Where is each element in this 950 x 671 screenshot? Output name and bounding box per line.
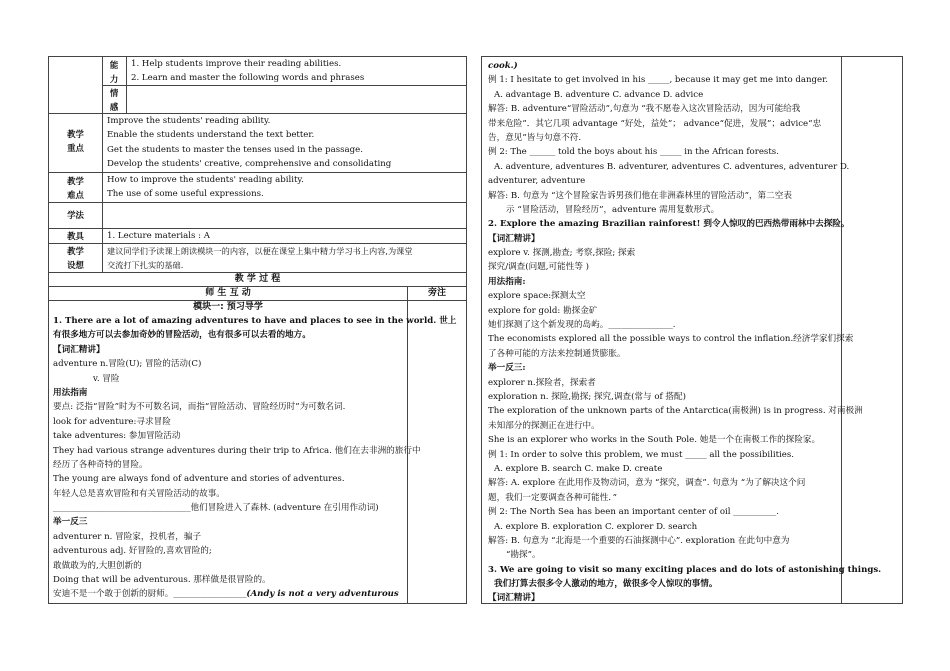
left-body-line: v. 冒险 <box>93 373 120 384</box>
right-body-line: 例 2: The North Sea has been an important center of oil __________. <box>488 507 779 518</box>
left-body-line: 敢做敢为的,大胆创新的 <box>53 560 142 571</box>
idea-row <box>49 244 466 273</box>
left-body-line: 要点: 泛指“冒险”时为不可数名词，而指“冒险活动、冒险经历时”为可数名词. <box>53 402 346 413</box>
ability-label-1: 能 <box>109 60 119 70</box>
left-body-line: take adventures: 参加冒险活动 <box>53 431 181 442</box>
right-body-line: A. advantage B. adventure C. advance D. advice <box>494 89 704 100</box>
method-label: 学法 <box>67 210 84 220</box>
right-body-line: 例 1: I hesitate to get involved in his _____, because it may get me into danger. <box>488 75 829 86</box>
right-body-line: exploration n. 探险,勘探; 探究,调查(常与 of 搭配) <box>488 391 686 402</box>
right-body-line: “勘探”。 <box>506 550 541 561</box>
objectives-row <box>49 57 466 114</box>
right-body-line: She is an explorer who works in the South Pole. 她是一个在南极工作的探险家。 <box>488 435 821 446</box>
right-body-line: A. adventure, adventures B. adventurer, adventures C. adventures, adventurer D. <box>494 161 850 172</box>
difficulty-1: How to improve the students' reading ability. <box>107 175 304 185</box>
left-lesson-table <box>48 56 467 604</box>
method-row <box>49 203 466 229</box>
right-body-line: A. explore B. exploration C. explorer D. search <box>494 521 698 532</box>
right-body-line: explore for gold: 勘探金矿 <box>488 305 598 316</box>
right-body-line: explore v. 探测,勘查; 考察,探险; 探索 <box>488 248 636 259</box>
right-body-line: explore space:探测太空 <box>488 291 586 302</box>
column-header-row <box>49 287 466 301</box>
side-notes-column-header: 旁注 <box>427 288 446 298</box>
key-points-row <box>49 114 466 173</box>
right-body-line: 【词汇精讲】 <box>488 593 540 604</box>
right-body-line: The economists explored all the possible ways to control the inflation.经济学家们探索 <box>488 334 854 345</box>
tools-label: 教具 <box>67 231 84 241</box>
right-body-line: 解答: B. 句意为 “北海是一个重要的石油探测中心”. exploration 在此句中意为 <box>488 535 790 546</box>
right-body-line: cook.) <box>488 61 518 71</box>
left-body-line: 用法指南 <box>53 387 88 398</box>
idea-line-1: 建议同学们予读课上朗读模块一的内容，以便在课堂上集中精力学习书上内容,为课堂 <box>107 246 413 256</box>
left-body-line: 有很多地方可以去参加奇妙的冒险活动，也有很多可以去看的地方。 <box>53 330 311 341</box>
tools-text: 1. Lecture materials : A <box>107 231 210 241</box>
right-body-line: A. explore B. search C. make D. create <box>494 463 663 474</box>
right-body-line: 了各种可能的方法来控制通货膨胀。 <box>488 348 626 359</box>
left-body-line: adventurous adj. 好冒险的,喜欢冒险的; <box>53 546 212 557</box>
left-body-line: ________________________________他们冒险进入了森林. (adventure 在引用作动词) <box>53 503 379 514</box>
right-body-line: The exploration of the unknown parts of the Antarctica(南极洲) is in progress. 对南极洲 <box>488 406 863 417</box>
key-point-1: Improve the students' reading ability. <box>107 116 271 126</box>
left-body-line: They had various strange adventures during their trip to Africa. 他们在去非洲的旅行中 <box>53 445 421 456</box>
key-point-3: Get the students to master the tenses used in the passage. <box>107 144 363 155</box>
left-body-line: 年轻人总是喜欢冒险和有关冒险活动的故事。 <box>53 488 225 499</box>
right-body-line: 【词汇精讲】 <box>488 233 540 244</box>
right-body-line: 2. Explore the amazing Brazilian rainforest! 到令人惊叹的巴西热带雨林中去探险。 <box>488 219 850 230</box>
ability-line-2: 2. Learn and master the following words and phrases <box>131 73 365 84</box>
left-body-line: adventure n.冒险(U); 冒险的活动(C) <box>53 359 202 370</box>
key-points-label-1: 教学 <box>67 129 84 139</box>
idea-label-1: 教学 <box>67 246 84 256</box>
right-body-line: 解答: B. adventure“冒险活动”,句意为 “我不愿卷入这次冒险活动，因为可能给我 <box>488 104 801 115</box>
interaction-column-header: 师 生 互 动 <box>205 288 251 298</box>
ability-row <box>102 57 467 86</box>
left-body-line: 举一反三 <box>53 517 88 528</box>
left-body-line: look for adventure:寻求冒险 <box>53 416 171 427</box>
last-line: 安迪不是一个敢于创新的厨师。_________________(Andy is not a very adventurous <box>53 589 399 600</box>
key-point-2: Enable the students understand the text better. <box>107 130 315 141</box>
right-body-line: 例 1: In order to solve this problem, we must _____ all the possibilities. <box>488 449 795 460</box>
right-body-line: 示 “冒险活动，冒险经历”，adventure 需用复数形式。 <box>506 204 720 215</box>
right-body-line: 她们探测了这个新发现的岛屿。_______________. <box>488 320 676 331</box>
right-body-line: 探究/调查(问题,可能性等 ) <box>488 262 590 273</box>
ability-line-1: 1. Help students improve their reading abilities. <box>131 59 342 69</box>
right-body-line: 解答: B. 句意为 “这个冒险家告诉男孩们他在非洲森林里的冒险活动”，第二空表 <box>488 190 792 201</box>
left-body-line: 1. There are a lot of amazing adventures to have and places to see in the world. 世上 <box>53 316 457 326</box>
right-body-line: 告，意见”皆与句意不符. <box>488 132 582 143</box>
left-body-line: 经历了各种奇特的冒险。 <box>53 459 148 470</box>
right-lesson-table <box>481 56 903 604</box>
idea-line-2: 交流打下扎实的基础. <box>107 260 184 271</box>
left-body <box>49 301 457 602</box>
difficulties-row <box>49 173 466 203</box>
right-body-line: 用法指南: <box>488 276 526 287</box>
right-body-line: 解答: A. explore 在此用作及物动词，意为 “探究，调查”. 句意为 “为了解决这个问 <box>488 478 806 489</box>
right-body-line: adventurer, adventure <box>488 176 586 187</box>
right-body-line: 题，我们一定要调查各种可能性．” <box>488 492 618 503</box>
left-body-line: 【词汇精讲】 <box>53 344 105 355</box>
tools-row <box>49 229 466 244</box>
left-body-line: adventurer n. 冒险家，投机者，骗子 <box>53 531 202 542</box>
module-title: 模块一: 预习导学 <box>193 302 263 312</box>
left-body-line: The young are always fond of adventure and stories of adventures. <box>53 474 345 485</box>
right-body <box>488 59 882 606</box>
difficulty-2: The use of some useful expressions. <box>107 189 264 200</box>
right-body-line: explorer n.探险者，探索者 <box>488 377 596 388</box>
right-body-line: 例 2: The ______ told the boys about his _____ in the African forests. <box>488 147 779 158</box>
key-points-label-2: 重点 <box>67 143 84 153</box>
right-body-line: 举一反三: <box>488 363 526 374</box>
difficulties-label-1: 教学 <box>67 176 84 186</box>
right-body-line: 我们打算去很多令人激动的地方，做很多令人惊叹的事情。 <box>494 579 718 590</box>
process-header: 教 学 过 程 <box>49 273 466 287</box>
difficulties-label-2: 难点 <box>67 190 84 200</box>
emotion-label: 情 感 <box>109 88 119 112</box>
right-body-line: 未知部分的探测正在进行中。 <box>488 420 600 431</box>
right-body-line: 带来危险”．其它几项 advantage “好处，益处”； advance“促进，发展”；advice“忠 <box>488 118 822 129</box>
idea-label-2: 设想 <box>67 260 84 270</box>
left-body-line: Doing that will be adventurous. 那样做是很冒险的。 <box>53 575 271 586</box>
key-point-4: Develop the students' creative, comprehensive and consolidating <box>107 159 392 170</box>
right-body-line: 3. We are going to visit so many exciting places and do lots of astonishing things. <box>488 564 882 575</box>
ability-label-2: 力 <box>109 74 119 84</box>
